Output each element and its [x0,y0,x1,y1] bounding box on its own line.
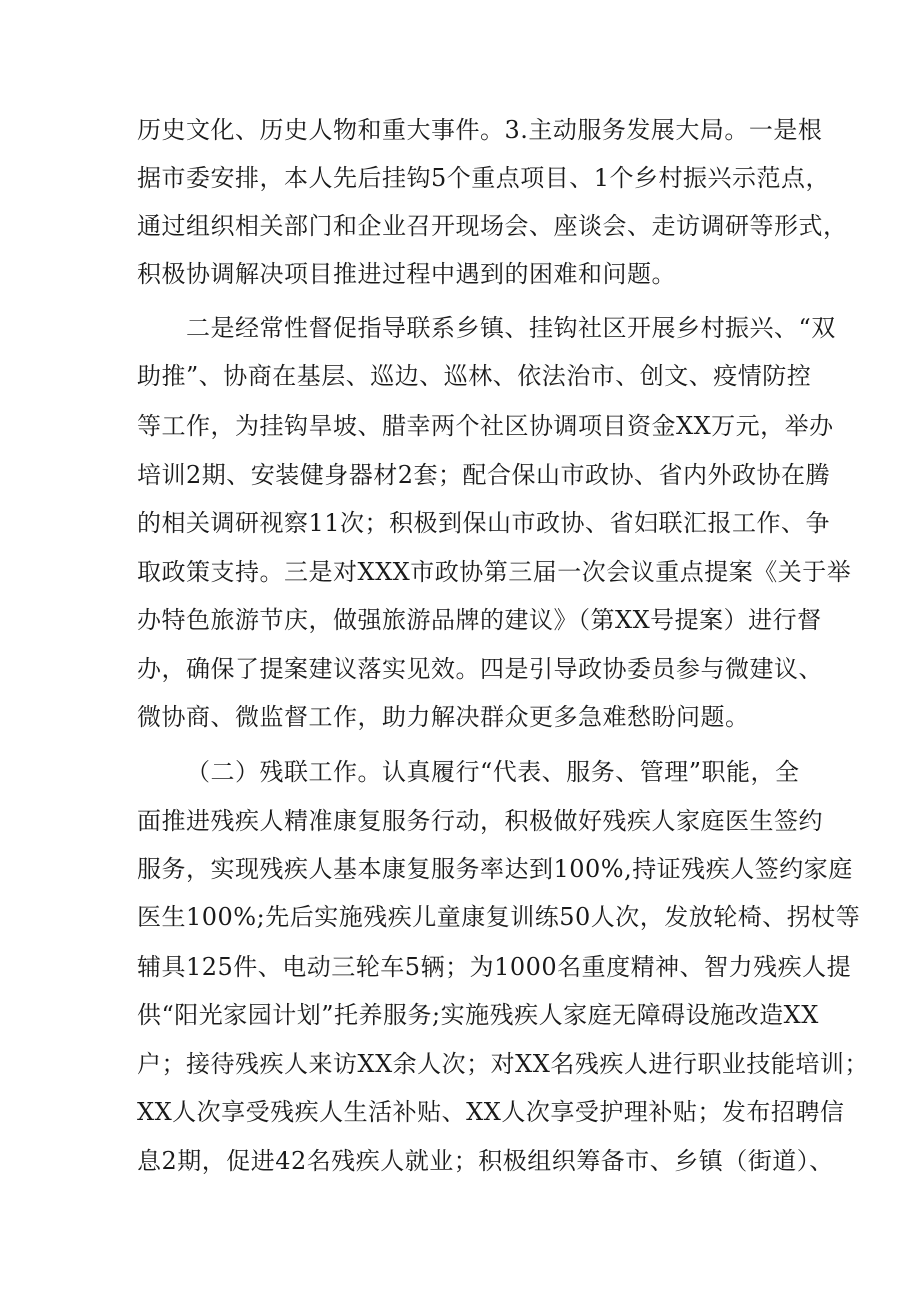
paragraph-line: 据市委安排，本人先后挂钩5个重点项目、1个乡村振兴示范点， [137,164,831,192]
paragraph-line: 辅具125件、电动三轮车5辆；为1000名重度精神、智力残疾人提 [137,953,852,981]
paragraph-line: 取政策支持。三是对XXX市政协第三届一次会议重点提案《关于举 [137,558,852,586]
paragraph-line: 面推进残疾人精准康复服务行动，积极做好残疾人家庭医生签约 [137,807,823,835]
paragraph-line: 医生100%;先后实施残疾儿童康复训练50人次，发放轮椅、拐杖等 [137,903,861,931]
paragraph-line: 等工作，为挂钩旱坡、腊幸两个社区协调项目资金XX万元，举办 [137,412,834,440]
paragraph-line: 办，确保了提案建议落实见效。四是引导政协委员参与微建议、 [137,655,823,683]
paragraph-line: 户；接待残疾人来访XX余人次；对XX名残疾人进行职业技能培训； [137,1050,869,1078]
paragraph-line: 的相关调研视察11次；积极到保山市政协、省妇联汇报工作、争 [137,509,831,537]
paragraph-line: 息2期，促进42名残疾人就业；积极组织筹备市、乡镇（街道）、 [137,1147,834,1175]
paragraph-line: 二是经常性督促指导联系乡镇、挂钩社区开展乡村振兴、“双 [186,314,836,342]
paragraph-line: 通过组织相关部门和企业召开现场会、座谈会、走访调研等形式， [137,212,848,240]
paragraph-line: 服务，实现残疾人基本康复服务率达到100%,持证残疾人签约家庭 [137,855,853,883]
paragraph-line: 办特色旅游节庆，做强旅游品牌的建议》（第XX号提案）进行督 [137,606,822,634]
paragraph-line: 培训2期、安装健身器材2套；配合保山市政协、省内外政协在腾 [137,461,831,489]
paragraph-line: XX人次享受残疾人生活补贴、XX人次享受护理补贴；发布招聘信 [137,1098,845,1126]
paragraph-line: 助推”、协商在基层、巡边、巡林、依法治市、创文、疫情防控 [137,362,812,390]
paragraph-line: 供“阳光家园计划”托养服务;实施残疾人家庭无障碍设施改造XX [137,1001,819,1029]
paragraph-line: 历史文化、历史人物和重大事件。3.主动服务发展大局。一是根 [137,116,823,144]
paragraph-line: 积极协调解决项目推进过程中遇到的困难和问题。 [137,260,676,288]
paragraph-line: （二）残联工作。认真履行“代表、服务、管理”职能，全 [186,758,800,786]
paragraph-line: 微协商、微监督工作，助力解决群众更多急难愁盼问题。 [137,703,750,731]
